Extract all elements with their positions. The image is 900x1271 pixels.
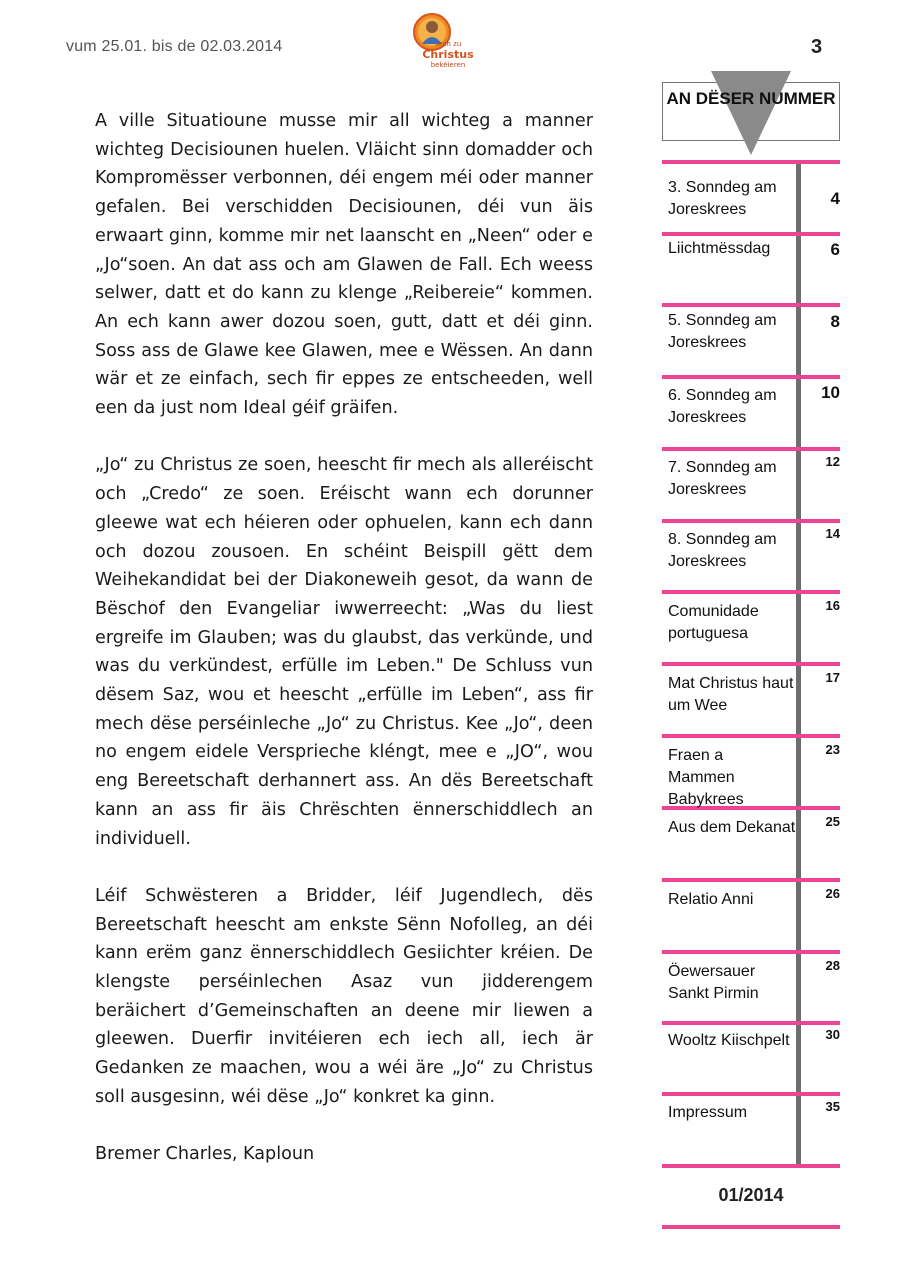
toc-divider <box>662 160 840 164</box>
toc-divider <box>662 447 840 451</box>
toc-divider <box>662 303 840 307</box>
page-number: 3 <box>811 36 823 58</box>
toc-divider <box>662 375 840 379</box>
article-body <box>95 107 593 1169</box>
toc-item-label[interactable]: Öewersauer Sankt Pirmin <box>668 963 759 1002</box>
toc-item-label[interactable]: Mat Christus haut um Wee <box>668 675 794 714</box>
toc-divider <box>662 734 840 738</box>
toc-item-page[interactable]: 26 <box>825 886 840 901</box>
issue-number: 01/2014 <box>718 1185 784 1205</box>
toc-item-label[interactable]: Wooltz Kiischpelt <box>668 1032 790 1049</box>
toc-divider <box>662 662 840 666</box>
toc-item-page[interactable]: 23 <box>825 742 840 757</box>
toc-item-page[interactable]: 35 <box>825 1099 840 1114</box>
toc-divider <box>662 1164 840 1168</box>
toc-divider <box>662 519 840 523</box>
logo-line1: sech zu <box>434 40 462 48</box>
toc-item-label[interactable]: Fraen a Mammen Babykrees <box>668 747 744 808</box>
toc-item-page[interactable]: 6 <box>830 240 840 259</box>
toc-item-page[interactable]: 14 <box>825 526 840 541</box>
toc-item-label[interactable]: Liichtmëssdag <box>668 240 771 257</box>
article-paragraph: Léif Schwësteren a Bridder, léif Jugendlech, dës Bereetschaft heescht am enkste Sënn Nofolleg, an déi kann erëm ganz ënnerschiddlech Gesiichter kréien. De klengste perséinlechen Asaz vun jidderengem beräichert d’Gemeinschaften an deene mir liewen a gleewen. Duerfir invitéieren ech iech all, iech är Gedanken ze maachen, wou a wéi äre „Jo“ zu Christus soll ausgesinn, wéi dëse „Jo“ konkret ka ginn. <box>95 885 593 1107</box>
toc-divider <box>662 1021 840 1025</box>
toc-item-page[interactable]: 25 <box>825 814 840 829</box>
toc-item-label[interactable]: Impressum <box>668 1104 748 1121</box>
toc-divider <box>662 232 840 236</box>
toc-item-page[interactable]: 12 <box>825 454 840 469</box>
toc-item-label[interactable]: 6. Sonndeg am Joreskrees <box>668 387 777 426</box>
toc-item-page[interactable]: 28 <box>825 958 840 973</box>
toc-item-label[interactable]: 5. Sonndeg am Joreskrees <box>668 312 777 351</box>
toc-divider <box>662 1225 840 1229</box>
header-date-range: vum 25.01. bis de 02.03.2014 <box>66 38 283 55</box>
toc-divider <box>662 1092 840 1096</box>
toc-item-page[interactable]: 4 <box>830 189 840 208</box>
toc-divider <box>662 950 840 954</box>
toc-item-label[interactable]: 7. Sonndeg am Joreskrees <box>668 459 777 498</box>
toc-item-label[interactable]: Comunidade portuguesa <box>668 603 759 642</box>
toc-item-page[interactable]: 8 <box>830 312 840 331</box>
toc-item-label[interactable]: Aus dem Dekanat <box>668 819 796 836</box>
toc-title: AN DËSER NUMMER <box>666 89 836 108</box>
toc-item-page[interactable]: 17 <box>825 670 840 685</box>
logo-text <box>418 40 478 70</box>
logo-line3: bekéieren <box>430 61 466 69</box>
toc-divider <box>662 878 840 882</box>
toc-divider <box>662 590 840 594</box>
toc-item-label[interactable]: Relatio Anni <box>668 891 754 908</box>
toc-item-page[interactable]: 16 <box>825 598 840 613</box>
toc-item-page[interactable]: 10 <box>821 383 840 402</box>
triangle-down-icon <box>711 71 791 155</box>
toc-item-page[interactable]: 30 <box>825 1027 840 1042</box>
article-paragraph: „Jo“ zu Christus ze soen, heescht fir mech als alleréischt och „Credo“ ze soen. Eréischt wann ech dorunner gleewe wat ech héieren oder ophuelen, kann ech dann och dozou zousoen. En schéint Beispill gëtt dem Weihekandidat bei der Diakoneweih gesot, da wann de Bëschof den Evangeliar iwwerreecht: „Was du liest ergreife im Glauben; was du glaubst, das verkünde, und was du verkündest, erfülle im Leben." De Schluss vun dësem Saz, wou et heescht „erfülle im Leben“, ass fir mech dëse perséinleche „Jo“ zu Christus. Kee „Jo“, deen no engem eidele Versprieche kléngt, mee e „JO“, wou eng Bereetschaft derhannert ass. An dës Bereetschaft kann an ass fir äis Chrëschten ënnerschiddlech an individuell. <box>95 455 593 849</box>
logo-line2: Christus <box>422 48 474 61</box>
article-paragraph: A ville Situatioune musse mir all wichteg a manner wichteg Decisiounen huelen. Vläicht sinn domadder och Kompromësser verbonnen, déi engem méi oder manner gefalen. Bei verschidden Decisiounen, déi vun äis erwaart ginn, komme mir net laanscht en „Neen“ oder e „Jo“soen. An dat ass och am Glawen de Fall. Ech weess selwer, datt et do kann zu klenge „Reibereie“ kommen. An ech kann awer dozou soen, gutt, datt et déi ginn. Soss ass de Glawe kee Glawen, mee e Wëssen. An dann wär et ze einfach, sech fir eppes ze entscheeden, well een da just nom Ideal géif gräifen. <box>95 111 593 419</box>
article-signature: Bremer Charles, Kaploun <box>95 1144 315 1165</box>
toc-item-label[interactable]: 3. Sonndeg am Joreskrees <box>668 179 777 218</box>
toc-item-label[interactable]: 8. Sonndeg am Joreskrees <box>668 531 777 570</box>
